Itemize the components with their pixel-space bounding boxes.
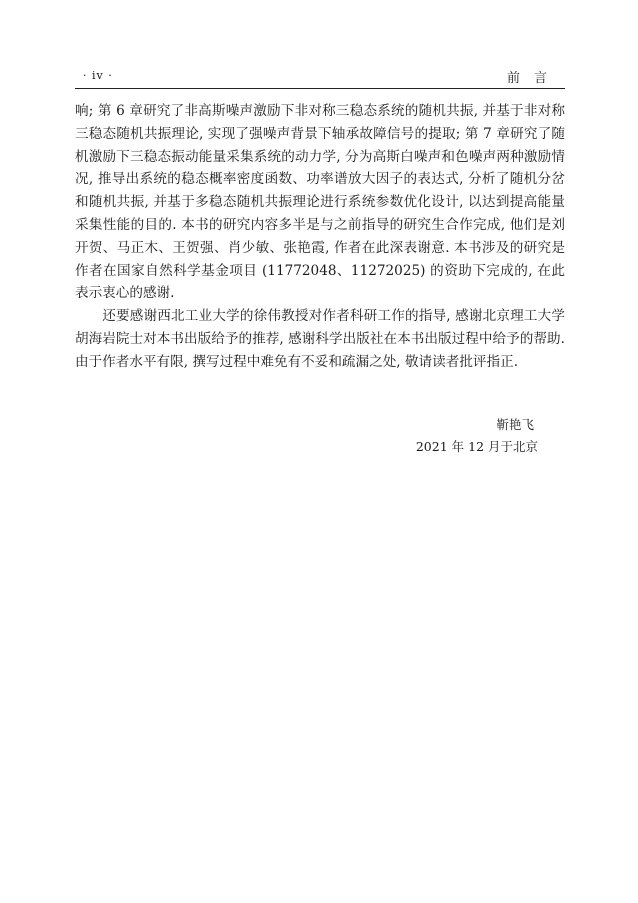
author-signature: 靳艳飞 (496, 417, 534, 432)
page-header (75, 66, 565, 89)
paragraph-acknowledgement: 还要感谢西北工业大学的徐伟教授对作者科研工作的指导, 感谢北京理工大学胡海岩院士对本书出版给予的推荐, 感谢科学出版社在本书出版过程中给予的帮助. 由于作者水平有限, 撰写过程中难免有不妥和疏漏之处, 敬请读者批评指正. (75, 308, 565, 370)
body-text (75, 100, 565, 374)
paragraph-continued: 响; 第 6 章研究了非高斯噪声激励下非对称三稳态系统的随机共振, 并基于非对称三稳态随机共振理论, 实现了强噪声背景下轴承故障信号的提取; 第 7 章研究了随机激励下三稳态振动能量采集系统的动力学, 分为高斯白噪声和色噪声两种激励情况, 推导出系统的稳态概率密度函数、功率谱放大因子的表达式, 分析了随机分岔和随机共振, 并基于多稳态随机共振理论进行系统参数优化设计, 以达到提高能量采集性能的目的. 本书的研究内容多半是与之前指导的研究生合作完成, 他们是刘开贺、马正木、王贺强、肖少敏、张艳霞, 作者在此深表谢意. 本书涉及的研究是作者在国家自然科学基金项目 (11772048、11272025) 的资助下完成的, 在此表示衷心的感谢. (75, 103, 565, 302)
page-number: · iv · (83, 69, 113, 82)
running-title: 前言 (506, 71, 561, 86)
signature-date: 2021 年 12 月于北京 (415, 439, 538, 454)
